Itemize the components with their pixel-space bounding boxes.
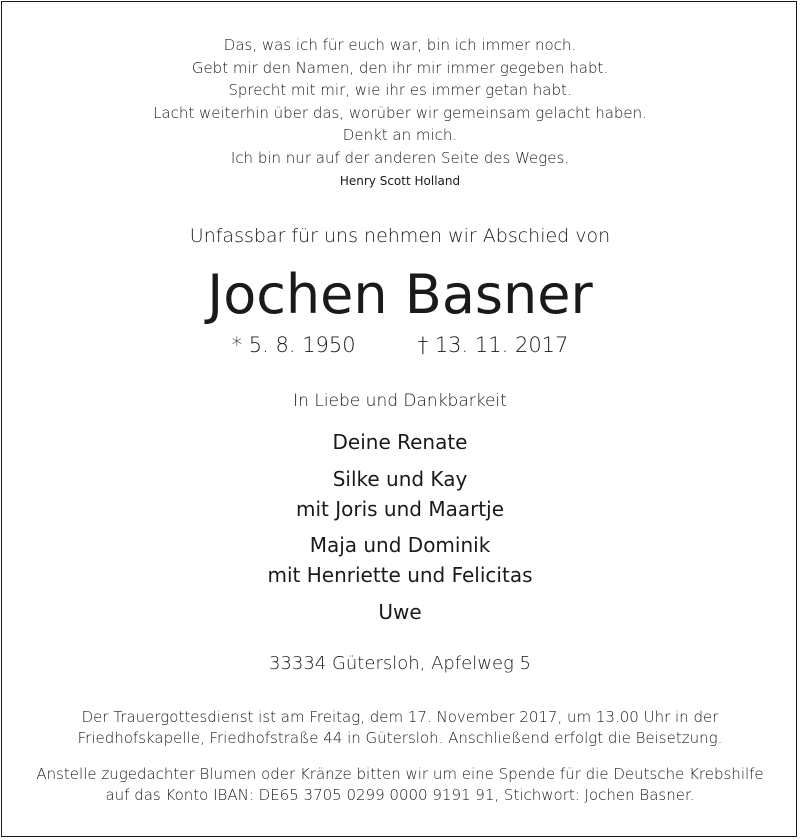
family-line: mit Henriette und Felicitas xyxy=(267,563,533,587)
farewell-intro: Unfassbar für uns nehmen wir Abschied von xyxy=(189,225,611,247)
family-group-1 xyxy=(0,464,800,524)
love-line: In Liebe und Dankbarkeit xyxy=(293,391,507,411)
service-notice xyxy=(0,707,800,749)
family-other: Uwe xyxy=(378,600,422,624)
poem-line: Denkt an mich. xyxy=(342,126,458,144)
notice-line: Anstelle zugedachter Blumen oder Kränze bitten wir um eine Spende für die Deutsche Krebshilfe xyxy=(36,765,764,783)
family-line: mit Joris und Maartje xyxy=(295,497,505,521)
family-line: Maja und Dominik xyxy=(309,533,491,557)
donation-notice xyxy=(0,764,800,806)
life-dates xyxy=(0,331,800,359)
notice-line: Friedhofskapelle, Friedhofstraße 44 in Gütersloh. Anschließend erfolgt die Beisetzung. xyxy=(77,729,723,747)
birth-date: * 5. 8. 1950 xyxy=(231,333,356,357)
poem-line: Lacht weiterhin über das, worüber wir gemeinsam gelacht haben. xyxy=(153,103,647,122)
family-spouse: Deine Renate xyxy=(332,430,468,454)
notice-line: Der Trauergottesdienst ist am Freitag, dem 17. November 2017, um 13.00 Uhr in der xyxy=(81,708,719,726)
deceased-name: Jochen Basner xyxy=(207,263,593,326)
notice-line: auf das Konto IBAN: DE65 3705 0299 0000 9191 91, Stichwort: Jochen Basner. xyxy=(105,786,695,804)
poem xyxy=(0,34,800,169)
family-line: Silke und Kay xyxy=(332,467,468,491)
poem-line: Das, was ich für euch war, bin ich immer noch. xyxy=(223,36,577,54)
poem-line: Ich bin nur auf der anderen Seite des Weges. xyxy=(230,148,570,167)
family-group-2 xyxy=(0,530,800,590)
poem-author: Henry Scott Holland xyxy=(339,174,461,188)
poem-line: Gebt mir den Namen, den ihr mir immer gegeben habt. xyxy=(191,58,609,77)
address: 33334 Gütersloh, Apfelweg 5 xyxy=(268,653,532,674)
poem-line: Sprecht mit mir, wie ihr es immer getan habt. xyxy=(228,81,572,99)
death-date: † 13. 11. 2017 xyxy=(417,333,569,357)
